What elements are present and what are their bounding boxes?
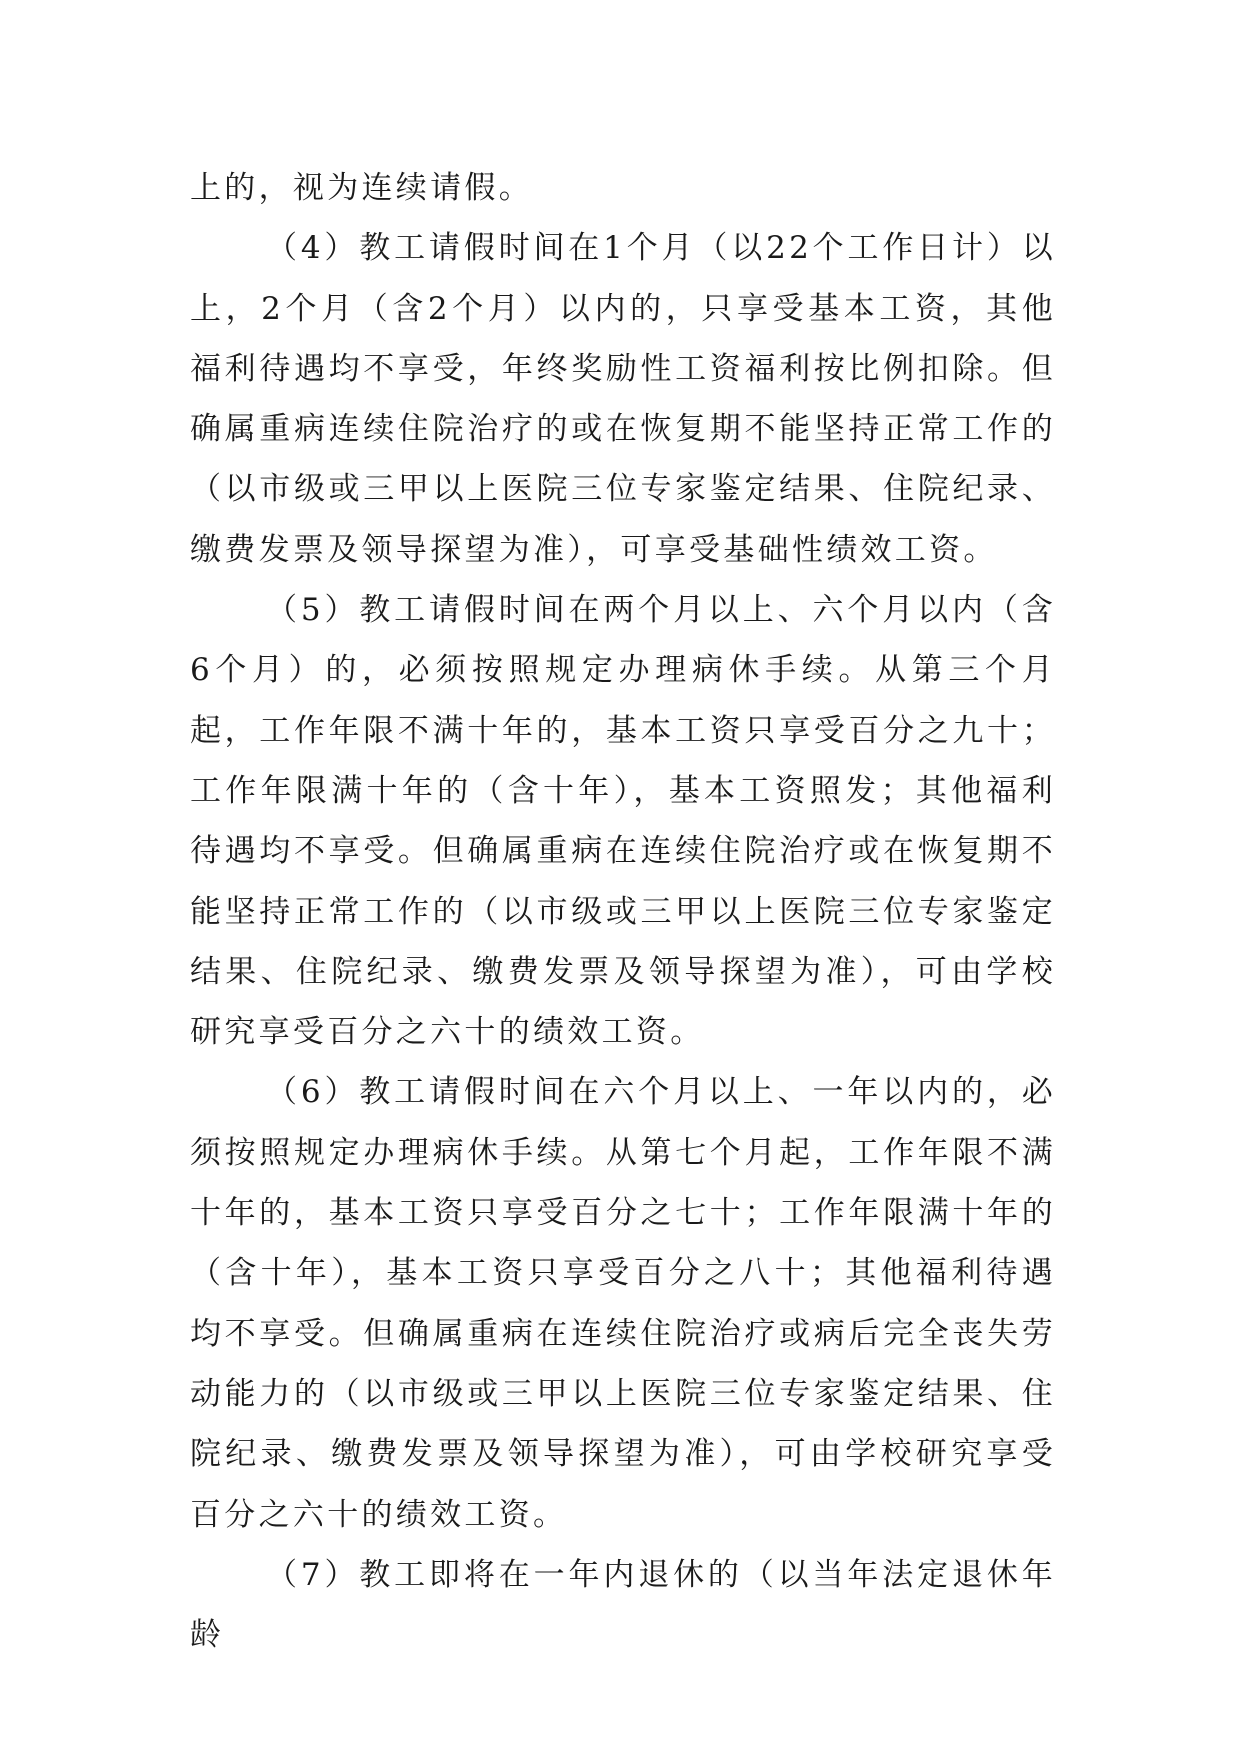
paragraph-item-5: （5）教工请假时间在两个月以上、六个月以内（含6个月）的，必须按照规定办理病休手续。从第三个月起，工作年限不满十年的，基本工资只享受百分之九十；工作年限满十年的（含十年），基本工资照发；其他福利待遇均不享受。但确属重病在连续住院治疗或在恢复期不能坚持正常工作的（以市级或三甲以上医院三位专家鉴定结果、住院纪录、缴费发票及领导探望为准），可由学校研究享受百分之六十的绩效工资。: [190, 592, 1056, 1051]
paragraph-continuation: 上的，视为连续请假。: [190, 170, 533, 206]
paragraph-item-7: （7）教工即将在一年内退休的（以当年法定退休年龄: [190, 1556, 1056, 1654]
document-body: [190, 158, 1056, 1665]
paragraph-item-4: （4）教工请假时间在1个月（以22个工作日计）以上，2个月（含2个月）以内的，只享受基本工资，其他福利待遇均不享受，年终奖励性工资福利按比例扣除。但确属重病连续住院治疗的或在恢复期不能坚持正常工作的（以市级或三甲以上医院三位专家鉴定结果、住院纪录、缴费发票及领导探望为准），可享受基础性绩效工资。: [190, 230, 1056, 568]
paragraph-item-6: （6）教工请假时间在六个月以上、一年以内的，必须按照规定办理病休手续。从第七个月起，工作年限不满十年的，基本工资只享受百分之七十；工作年限满十年的（含十年），基本工资只享受百分之八十；其他福利待遇均不享受。但确属重病在连续住院治疗或病后完全丧失劳动能力的（以市级或三甲以上医院三位专家鉴定结果、住院纪录、缴费发票及领导探望为准），可由学校研究享受百分之六十的绩效工资。: [190, 1074, 1056, 1533]
